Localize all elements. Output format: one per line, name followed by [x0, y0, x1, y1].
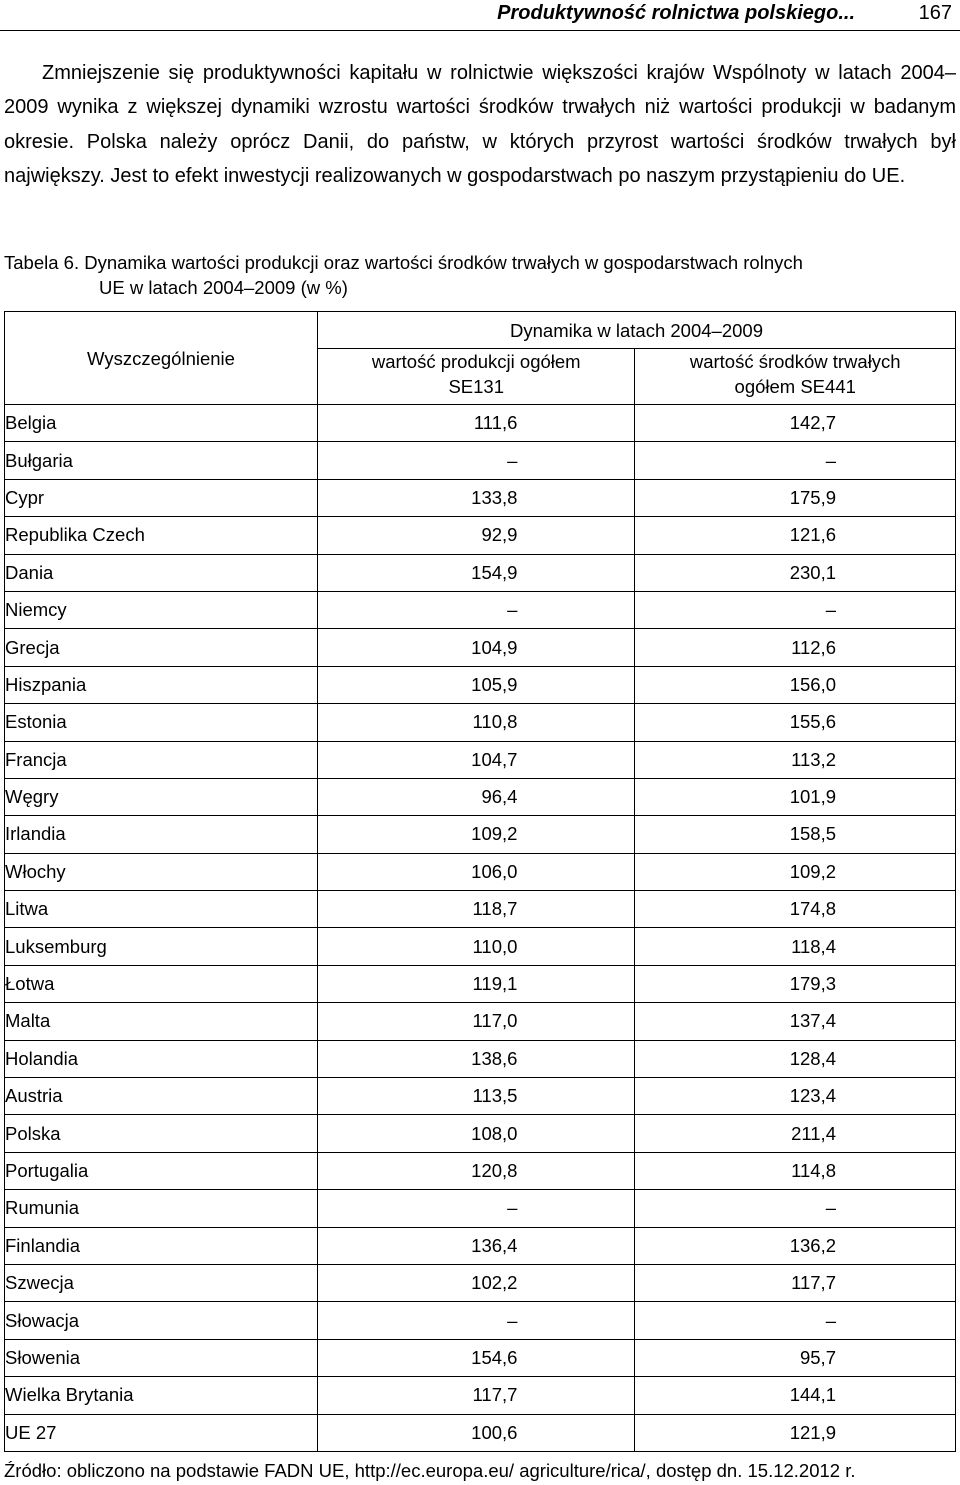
table-caption-line-1: Tabela 6. Dynamika wartości produkcji oraz wartości środków trwałych w gospodarstwach rolnych	[4, 252, 803, 273]
production-value-cell: 109,2	[318, 816, 635, 853]
fixed-assets-value-cell: 117,7	[635, 1264, 956, 1301]
fixed-assets-value-cell: 174,8	[635, 891, 956, 928]
table-row	[5, 1078, 956, 1115]
table-row	[5, 1190, 956, 1227]
header-wartosc-srodkow-line-2: ogółem SE441	[734, 376, 856, 397]
production-value-cell: 154,9	[318, 554, 635, 591]
country-cell: Hiszpania	[5, 666, 318, 703]
table-row	[5, 778, 956, 815]
table-row	[5, 1414, 956, 1451]
country-cell: Dania	[5, 554, 318, 591]
country-cell: Niemcy	[5, 591, 318, 628]
production-value-cell: 120,8	[318, 1152, 635, 1189]
country-cell: Belgia	[5, 405, 318, 442]
table-row	[5, 1227, 956, 1264]
header-wartosc-produkcji	[318, 349, 635, 405]
country-cell: Węgry	[5, 778, 318, 815]
production-value-cell: 138,6	[318, 1040, 635, 1077]
fixed-assets-value-cell: 158,5	[635, 816, 956, 853]
production-value-cell: 119,1	[318, 965, 635, 1002]
fixed-assets-value-cell: 113,2	[635, 741, 956, 778]
table-row	[5, 741, 956, 778]
fixed-assets-value-cell: 109,2	[635, 853, 956, 890]
country-cell: Słowacja	[5, 1302, 318, 1339]
fixed-assets-value-cell: 144,1	[635, 1377, 956, 1414]
country-cell: Holandia	[5, 1040, 318, 1077]
fixed-assets-value-cell: 142,7	[635, 405, 956, 442]
table-row	[5, 965, 956, 1002]
table-caption	[4, 250, 944, 300]
header-wartosc-srodkow-line-1: wartość środków trwałych	[689, 351, 901, 372]
fixed-assets-value-cell: 95,7	[635, 1339, 956, 1376]
production-value-cell: 133,8	[318, 479, 635, 516]
country-cell: Cypr	[5, 479, 318, 516]
country-cell: Estonia	[5, 704, 318, 741]
table-body	[5, 405, 956, 1452]
table-row	[5, 629, 956, 666]
production-value-cell: –	[318, 1190, 635, 1227]
fixed-assets-value-cell: 114,8	[635, 1152, 956, 1189]
production-value-cell: 102,2	[318, 1264, 635, 1301]
production-value-cell: 108,0	[318, 1115, 635, 1152]
source-note: Źródło: obliczono na podstawie FADN UE, http://ec.europa.eu/ agriculture/rica/, dostęp dn. 15.12.2012 r.	[4, 1460, 856, 1481]
country-cell: Litwa	[5, 891, 318, 928]
country-cell: Malta	[5, 1003, 318, 1040]
country-cell: Grecja	[5, 629, 318, 666]
table-row	[5, 479, 956, 516]
country-cell: Rumunia	[5, 1190, 318, 1227]
table-row	[5, 1339, 956, 1376]
running-header	[0, 0, 960, 31]
table-row	[5, 853, 956, 890]
production-value-cell: –	[318, 1302, 635, 1339]
country-cell: Portugalia	[5, 1152, 318, 1189]
table-row	[5, 554, 956, 591]
fixed-assets-value-cell: 137,4	[635, 1003, 956, 1040]
production-value-cell: 104,7	[318, 741, 635, 778]
table-row	[5, 1040, 956, 1077]
fixed-assets-value-cell: 128,4	[635, 1040, 956, 1077]
production-value-cell: –	[318, 591, 635, 628]
country-cell: Łotwa	[5, 965, 318, 1002]
fixed-assets-value-cell: 179,3	[635, 965, 956, 1002]
table-row	[5, 591, 956, 628]
fixed-assets-value-cell: 175,9	[635, 479, 956, 516]
country-cell: Włochy	[5, 853, 318, 890]
table-row	[5, 666, 956, 703]
fixed-assets-value-cell: 121,6	[635, 517, 956, 554]
country-cell: Luksemburg	[5, 928, 318, 965]
fixed-assets-value-cell: 118,4	[635, 928, 956, 965]
production-value-cell: 100,6	[318, 1414, 635, 1451]
country-cell: Szwecja	[5, 1264, 318, 1301]
fixed-assets-value-cell: –	[635, 1190, 956, 1227]
country-cell: Słowenia	[5, 1339, 318, 1376]
fixed-assets-value-cell: 101,9	[635, 778, 956, 815]
production-value-cell: 111,6	[318, 405, 635, 442]
table-row	[5, 405, 956, 442]
production-value-cell: 154,6	[318, 1339, 635, 1376]
table-row	[5, 816, 956, 853]
table-row	[5, 1264, 956, 1301]
body-paragraph: Zmniejszenie się produktywności kapitału w rolnictwie większości krajów Wspólnoty w latach 2004–2009 wynika z większej dynamiki wzrostu wartości środków trwałych niż wartości produkcji w badanym okresie. Polska należy oprócz Danii, do państw, w których przyrost wartości środków trwałych był największy. Jest to efekt inwestycji realizowanych w gospodarstwach po naszym przystąpieniu do UE.	[4, 62, 956, 188]
production-value-cell: 136,4	[318, 1227, 635, 1264]
country-cell: Francja	[5, 741, 318, 778]
table-caption-line-2: UE w latach 2004–2009 (w %)	[99, 277, 348, 298]
production-value-cell: 110,0	[318, 928, 635, 965]
fixed-assets-value-cell: 156,0	[635, 666, 956, 703]
production-value-cell: 117,7	[318, 1377, 635, 1414]
production-value-cell: 96,4	[318, 778, 635, 815]
header-wartosc-produkcji-line-2: SE131	[448, 376, 504, 397]
production-value-cell: 105,9	[318, 666, 635, 703]
table-row	[5, 1377, 956, 1414]
fixed-assets-value-cell: 121,9	[635, 1414, 956, 1451]
fixed-assets-value-cell: 155,6	[635, 704, 956, 741]
table-row	[5, 1115, 956, 1152]
country-cell: Austria	[5, 1078, 318, 1115]
fixed-assets-value-cell: 230,1	[635, 554, 956, 591]
production-value-cell: 113,5	[318, 1078, 635, 1115]
production-value-cell: 92,9	[318, 517, 635, 554]
production-value-cell: –	[318, 442, 635, 479]
fixed-assets-value-cell: –	[635, 591, 956, 628]
fixed-assets-value-cell: –	[635, 442, 956, 479]
header-wartosc-srodkow	[635, 349, 956, 405]
country-cell: UE 27	[5, 1414, 318, 1451]
fixed-assets-value-cell: –	[635, 1302, 956, 1339]
fixed-assets-value-cell: 123,4	[635, 1078, 956, 1115]
production-value-cell: 110,8	[318, 704, 635, 741]
fixed-assets-value-cell: 136,2	[635, 1227, 956, 1264]
running-title: Produktywność rolnictwa polskiego...	[497, 2, 855, 24]
table-row	[5, 704, 956, 741]
production-value-cell: 118,7	[318, 891, 635, 928]
country-cell: Irlandia	[5, 816, 318, 853]
table-row	[5, 1003, 956, 1040]
production-value-cell: 117,0	[318, 1003, 635, 1040]
header-wartosc-produkcji-line-1: wartość produkcji ogółem	[371, 351, 581, 372]
table-row	[5, 1152, 956, 1189]
page-number: 167	[918, 2, 952, 24]
table-row	[5, 517, 956, 554]
table-row	[5, 928, 956, 965]
header-wyszczegolnienie: Wyszczególnienie	[5, 312, 318, 405]
table-row	[5, 442, 956, 479]
production-value-cell: 104,9	[318, 629, 635, 666]
country-cell: Republika Czech	[5, 517, 318, 554]
country-cell: Polska	[5, 1115, 318, 1152]
production-value-cell: 106,0	[318, 853, 635, 890]
country-cell: Bułgaria	[5, 442, 318, 479]
country-cell: Wielka Brytania	[5, 1377, 318, 1414]
data-table	[4, 311, 956, 1452]
table-row	[5, 891, 956, 928]
header-dynamika: Dynamika w latach 2004–2009	[318, 312, 956, 349]
table-row	[5, 1302, 956, 1339]
country-cell: Finlandia	[5, 1227, 318, 1264]
fixed-assets-value-cell: 112,6	[635, 629, 956, 666]
fixed-assets-value-cell: 211,4	[635, 1115, 956, 1152]
